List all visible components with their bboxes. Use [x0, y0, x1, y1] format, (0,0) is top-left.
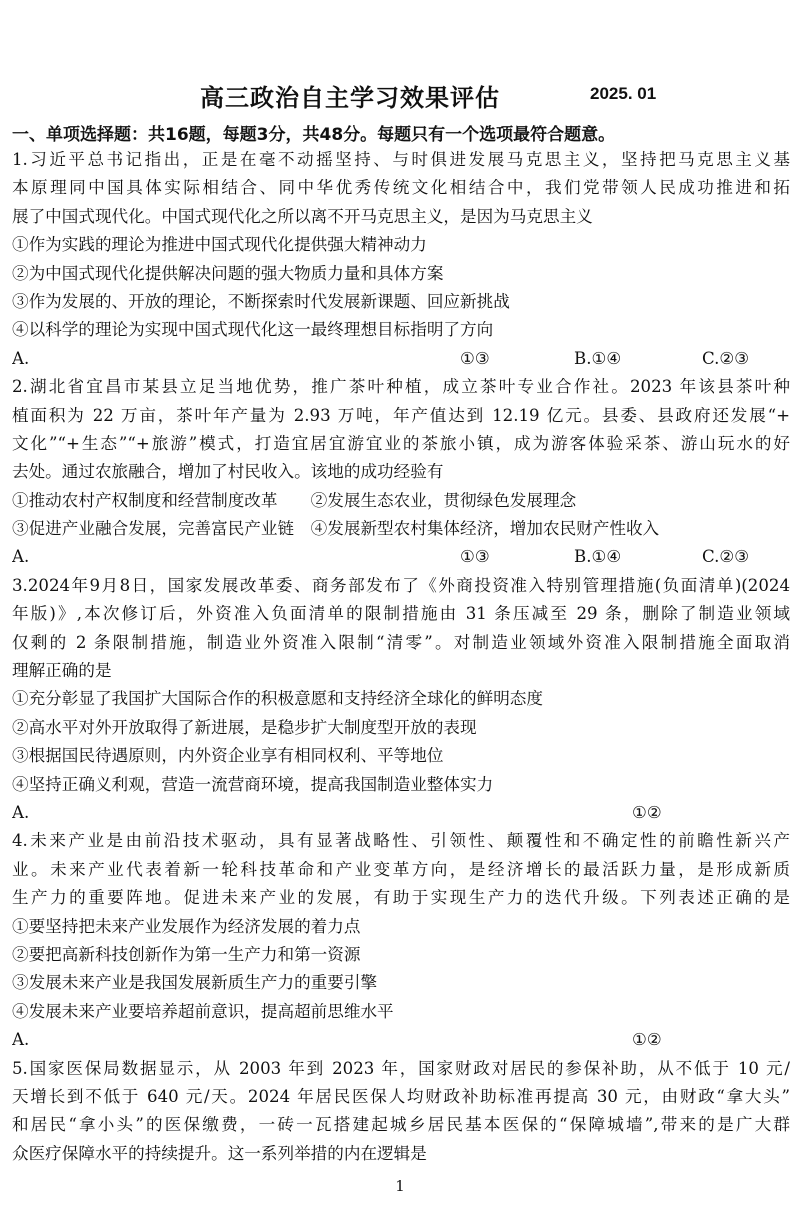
question-stem-line: 5.国家医保局数据显示，从 2003 年到 2023 年，国家财政对居民的参保补助，从不低于 10 元/	[12, 1058, 790, 1078]
question-stem-line: 天增长到不低于 640 元/天。2024 年居民医保人均财政补助标准再提高 30 元，由财政“拿大头”	[12, 1086, 790, 1106]
question-stem-line: 年版)》,本次修订后，外资准入负面清单的限制措施由 31 条压减至 29 条，删除了制造业领域	[12, 604, 790, 624]
option-line: ④以科学的理论为实现中国式现代化这一最终理想目标指明了方向	[12, 320, 494, 340]
option-line: ②高水平对外开放取得了新进展，是稳步扩大制度型开放的表现	[12, 717, 477, 737]
exam-date: 2025. 01	[590, 84, 657, 103]
choice-c: C.②③	[702, 547, 750, 567]
question-stem-line: 众医疗保障水平的持续提升。这一系列举措的内在逻辑是	[12, 1143, 427, 1163]
choice-a-value: ①③	[460, 348, 490, 368]
choice-a: A.	[12, 348, 30, 368]
choice-a: A.	[12, 547, 30, 567]
question-5	[12, 1055, 790, 1169]
question-stem-line: 理解正确的是	[12, 661, 112, 681]
question-3	[12, 572, 790, 828]
choice-a: A.	[12, 1030, 30, 1050]
question-stem-line: 业。未来产业代表着新一轮科技革命和产业变革方向，是经济增长的最活跃力量，是形成新质	[12, 859, 790, 879]
question-stem-line: 和居民“拿小头”的医保缴费，一砖一瓦搭建起城乡居民基本医保的“保障城墙”,带来的是广大群	[12, 1115, 790, 1135]
option-line: ③发展未来产业是我国发展新质生产力的重要引擎	[12, 973, 378, 993]
question-stem-line: 1.习近平总书记指出，正是在毫不动摇坚持、与时俱进发展马克思主义，坚持把马克思主义基	[12, 150, 790, 169]
question-stem-line: 展了中国式现代化。中国式现代化之所以离不开马克思主义，是因为马克思主义	[12, 206, 593, 226]
choice-b: B.①④	[574, 348, 622, 368]
option-line: ①要坚持把未来产业发展作为经济发展的着力点	[12, 916, 361, 936]
question-stem-line: 去处。通过农旅融合，增加了村民收入。该地的成功经验有	[12, 462, 444, 482]
question-stem-line: 4.未来产业是由前沿技术驱动，具有显著战略性、引领性、颠覆性和不确定性的前瞻性新兴产	[12, 831, 790, 851]
question-stem-line: 植面积为 22 万亩，茶叶年产量为 2.93 万吨，年产值达到 12.19 亿元。县委、县政府还发展“+	[12, 405, 790, 425]
option-line: ④发展未来产业要培养超前意识，提高超前思维水平	[12, 1001, 394, 1021]
answer-choices-row	[12, 543, 790, 571]
option-line: ①充分彰显了我国扩大国际合作的积极意愿和支持经济全球化的鲜明态度	[12, 689, 543, 709]
option-line: ④坚持正确义利观，营造一流营商环境，提高我国制造业整体实力	[12, 774, 494, 794]
question-stem-line: 本原理同中国具体实际相结合、同中华优秀传统文化相结合中，我们党带领人民成功推进和拓	[12, 178, 790, 198]
question-2	[12, 373, 790, 572]
option-line: ②为中国式现代化提供解决问题的强大物质力量和具体方案	[12, 263, 444, 283]
answer-choices-row	[12, 345, 790, 373]
questions-body	[12, 146, 790, 1168]
option-line: ①推动农村产权制度和经营制度改革 ②发展生态农业，贯彻绿色发展理念	[12, 490, 577, 510]
option-line: ②要把高新科技创新作为第一生产力和第一资源	[12, 944, 361, 964]
question-stem-line: 文化”“+生态”“+旅游”模式，打造宜居宜游宜业的茶旅小镇，成为游客体验采茶、游山玩水的好	[12, 433, 790, 453]
option-line: ①作为实践的理论为推进中国式现代化提供强大精神动力	[12, 235, 427, 255]
option-line: ③作为发展的、开放的理论，不断探索时代发展新课题、回应新挑战	[12, 291, 510, 311]
question-4	[12, 827, 790, 1054]
question-stem-line: 3.2024年9月8日，国家发展改革委、商务部发布了《外商投资准入特别管理措施(负面清单)(2024	[12, 575, 790, 595]
choice-c: C.②③	[702, 348, 750, 368]
answer-choices-row	[12, 799, 790, 827]
choice-a-value: ①③	[460, 547, 490, 567]
page-number: 1	[395, 1177, 405, 1195]
choice-a: A.	[12, 802, 30, 822]
option-line: ③根据国民待遇原则，内外资企业享有相同权利、平等地位	[12, 746, 444, 766]
question-stem-line: 2.湖北省宜昌市某县立足当地优势，推广茶叶种植，成立茶叶专业合作社。2023 年该县茶叶种	[12, 377, 790, 397]
option-line: ③促进产业融合发展，完善富民产业链 ④发展新型农村集体经济，增加农民财产性收入	[12, 519, 660, 539]
page-title: 高三政治自主学习效果评估	[200, 84, 500, 112]
question-1	[12, 146, 790, 373]
choice-a-value: ①②	[632, 802, 662, 822]
question-stem-line: 仅剩的 2 条限制措施，制造业外资准入限制“清零”。对制造业领域外资准入限制措施全面取消	[12, 632, 790, 652]
question-stem-line: 生产力的重要阵地。促进未来产业的发展，有助于实现生产力的迭代升级。下列表述正确的是	[12, 888, 790, 908]
choice-a-value: ①②	[632, 1030, 662, 1050]
section-heading: 一、单项选择题：共16题，每题3分，共48分。每题只有一个选项最符合题意。	[12, 125, 616, 145]
answer-choices-row	[12, 1026, 790, 1054]
choice-b: B.①④	[574, 547, 622, 567]
